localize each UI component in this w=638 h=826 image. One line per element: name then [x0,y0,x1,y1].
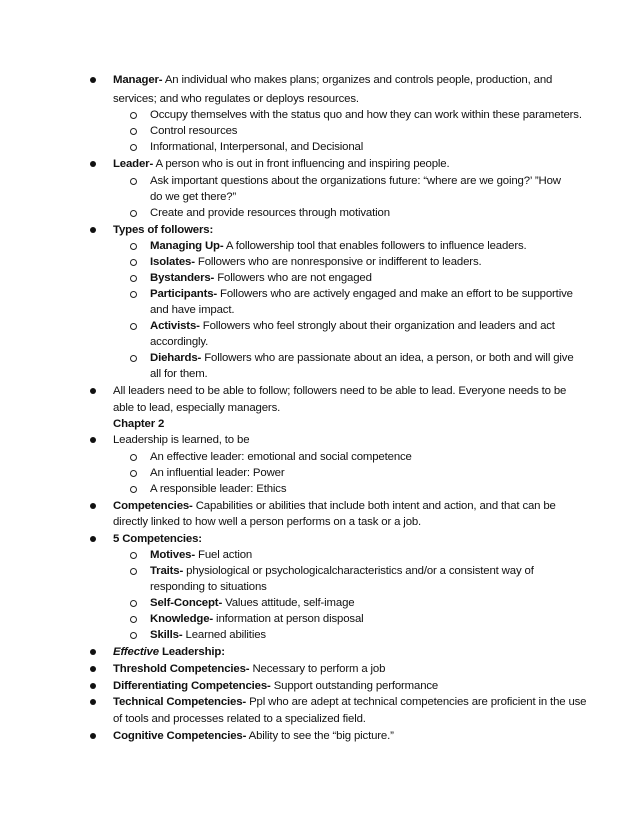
bullet-icon [90,699,96,705]
circle-bullet-icon [130,112,137,119]
bullet-icon [90,536,96,542]
document-page: Manager- An individual who makes plans; organizes and controls people, production, and services; and who regulates or deploys resources. Occupy themselves with the status quo and how they can work within these parameters. Control resources Informational, Interpersonal, and Decisional Leader- A person who is out in front influencing and inspiring people. Ask important questions about the organizations future: “where are we going?’ ”How do we get there?” Create and provide resources through motivation Types of followers: Managing Up- A followership tool that enables followers to influence leaders. Isolates- Followers who are nonresponsive or indifferent to leaders. Bystanders- Followers who are not engaged Participants- Followers who are actively engaged and make an effort to be supportive and have impact. Activists- Followers who feel strongly about their organization and leaders and act accordingly. Diehards- Followers who are passionate about an idea, a person, or both and will give all for them. All leaders need to be able to follow; followers need to be able to lead. Everyone needs to be able to lead, especially managers. Chapter 2 Leadership is learned, to be An effective leader: emotional and social competence An influential leader: Power A responsible leader: Ethics Competencies- Capabilities or abilities that include both intent and action, and that can be directly linked to how well a person performs on a task or a job. 5 Competencies: Motives- Fuel action Traits- physiological or psychologicalcharacteristics and/or a consistent way of responding to situations Self-Concept- Values attitude, self-image Knowledge- information at person disposal Skills- Learned abilities Effective Leadership: Threshold Competencies- Necessary to perform a job Differentiating Competencies- Support outstanding performance Technical Competencies- Ppl who are adept at technical competencies are proficient in the use of tools and processes related to a specialized field. Cognitive Competencies- Ability to see the “big picture.” [0,0,638,826]
circle-bullet-icon [130,616,137,623]
bullet-icon [90,161,96,167]
circle-bullet-icon [130,600,137,607]
circle-bullet-icon [130,128,137,135]
circle-bullet-icon [130,178,137,185]
term-leader: Leader- [113,158,154,170]
circle-bullet-icon [130,355,137,362]
bullet-icon [90,649,96,655]
manager-definition: An individual who makes plans; organizes and controls people, production, and [162,74,553,86]
circle-bullet-icon [130,243,137,250]
circle-bullet-icon [130,259,137,266]
bullet-icon [90,683,96,689]
bullet-icon [90,733,96,739]
bullet-icon [90,77,96,83]
circle-bullet-icon [130,144,137,151]
bullet-icon [90,227,96,233]
circle-bullet-icon [130,486,137,493]
bullet-icon [90,666,96,672]
bullet-icon [90,388,96,394]
bullet-icon [90,503,96,509]
circle-bullet-icon [130,454,137,461]
circle-bullet-icon [130,632,137,639]
circle-bullet-icon [130,552,137,559]
circle-bullet-icon [130,323,137,330]
bullet-icon [90,437,96,443]
circle-bullet-icon [130,291,137,298]
circle-bullet-icon [130,275,137,282]
term-manager: Manager- [113,74,163,86]
circle-bullet-icon [130,568,137,575]
circle-bullet-icon [130,470,137,477]
circle-bullet-icon [130,210,137,217]
